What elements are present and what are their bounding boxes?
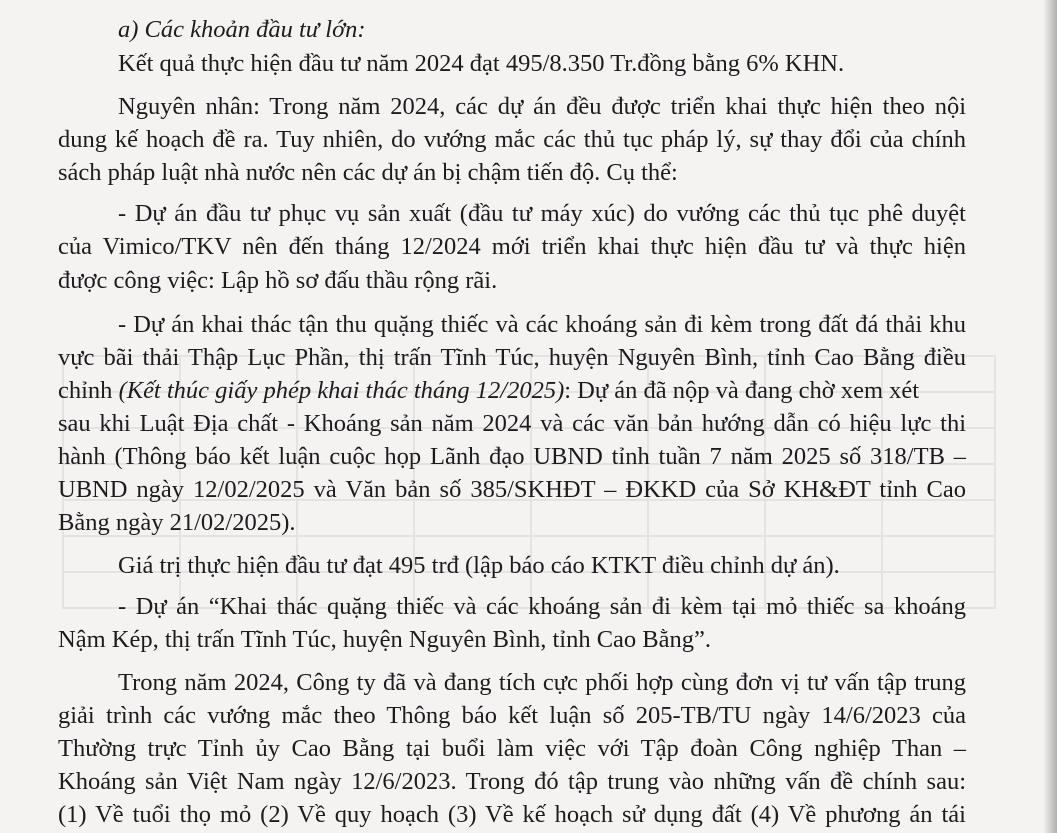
paragraph-line: UBND ngày 12/02/2025 và Văn bản số 385/SKHĐT – ĐKKD của Sở KH&ĐT tỉnh Cao xyxy=(58,476,966,503)
paragraph-line: Kết quả thực hiện đầu tư năm 2024 đạt 495/8.350 Tr.đồng bằng 6% KHN. xyxy=(118,50,845,77)
paragraph-line: Khoáng sản Việt Nam ngày 12/6/2023. Trong đó tập trung vào những vấn đề chính sau: xyxy=(58,768,966,795)
paragraph-line: vực bãi thải Thập Lục Phần, thị trấn Tĩnh Túc, huyện Nguyên Bình, tỉnh Cao Bằng điều xyxy=(58,344,966,371)
paragraph-line: được công việc: Lập hồ sơ đấu thầu rộng rãi. xyxy=(58,267,498,294)
paragraph-line: Bằng ngày 21/02/2025). xyxy=(58,509,296,536)
paragraph-line: sau khi Luật Địa chất - Khoáng sản năm 2024 và các văn bản hướng dẫn có hiệu lực thi xyxy=(58,410,966,437)
italic-note: (Kết thúc giấy phép khai thác tháng 12/2025) xyxy=(118,377,565,404)
paragraph-line: sách pháp luật nhà nước nên các dự án bị chậm tiến độ. Cụ thể: xyxy=(58,159,678,186)
paragraph-line: của Vimico/TKV nên đến tháng 12/2024 mới triển khai thực hiện đầu tư và thực hiện xyxy=(58,233,966,260)
paragraph-line: hành (Thông báo kết luận cuộc họp Lãnh đạo UBND tỉnh tuần 7 năm 2025 số 318/TB – xyxy=(58,443,966,470)
paragraph-line: - Dự án khai thác tận thu quặng thiếc và các khoáng sản đi kèm trong đất đá thải khu xyxy=(118,311,966,338)
paragraph-line: dung kế hoạch đề ra. Tuy nhiên, do vướng mắc các thủ tục pháp lý, sự thay đổi của chính xyxy=(58,126,966,153)
paragraph-line: Trong năm 2024, Công ty đã và đang tích cực phối hợp cùng đơn vị tư vấn tập trung xyxy=(118,669,966,696)
paragraph-line: - Dự án “Khai thác quặng thiếc và các khoáng sản đi kèm tại mỏ thiếc sa khoáng xyxy=(118,593,966,620)
paragraph-line: Nguyên nhân: Trong năm 2024, các dự án đều được triển khai thực hiện theo nội xyxy=(118,93,966,120)
page-edge-shadow xyxy=(1043,0,1057,833)
paragraph-line: - Dự án đầu tư phục vụ sản xuất (đầu tư máy xúc) do vướng các thủ tục phê duyệt xyxy=(118,200,966,227)
paragraph-line: Giá trị thực hiện đầu tư đạt 495 trđ (lập báo cáo KTKT điều chỉnh dự án). xyxy=(118,552,840,579)
paragraph-line: Nậm Kép, thị trấn Tĩnh Túc, huyện Nguyên Bình, tỉnh Cao Bằng”. xyxy=(58,626,712,653)
paragraph-line-mixed xyxy=(58,375,919,408)
paragraph-text: chỉnh xyxy=(58,377,113,404)
section-heading: a) Các khoản đầu tư lớn: xyxy=(118,16,366,43)
paragraph-line: giải trình các vướng mắc theo Thông báo kết luận số 205-TB/TU ngày 14/6/2023 của xyxy=(58,702,966,729)
paragraph-line: (1) Về tuổi thọ mỏ (2) Về quy hoạch (3) Về kế hoạch sử dụng đất (4) Về phương án tái xyxy=(58,801,966,828)
paragraph-line: Thường trực Tỉnh ủy Cao Bằng tại buổi làm việc với Tập đoàn Công nghiệp Than – xyxy=(58,735,966,762)
paragraph-text: : Dự án đã nộp và đang chờ xem xét xyxy=(564,377,920,404)
